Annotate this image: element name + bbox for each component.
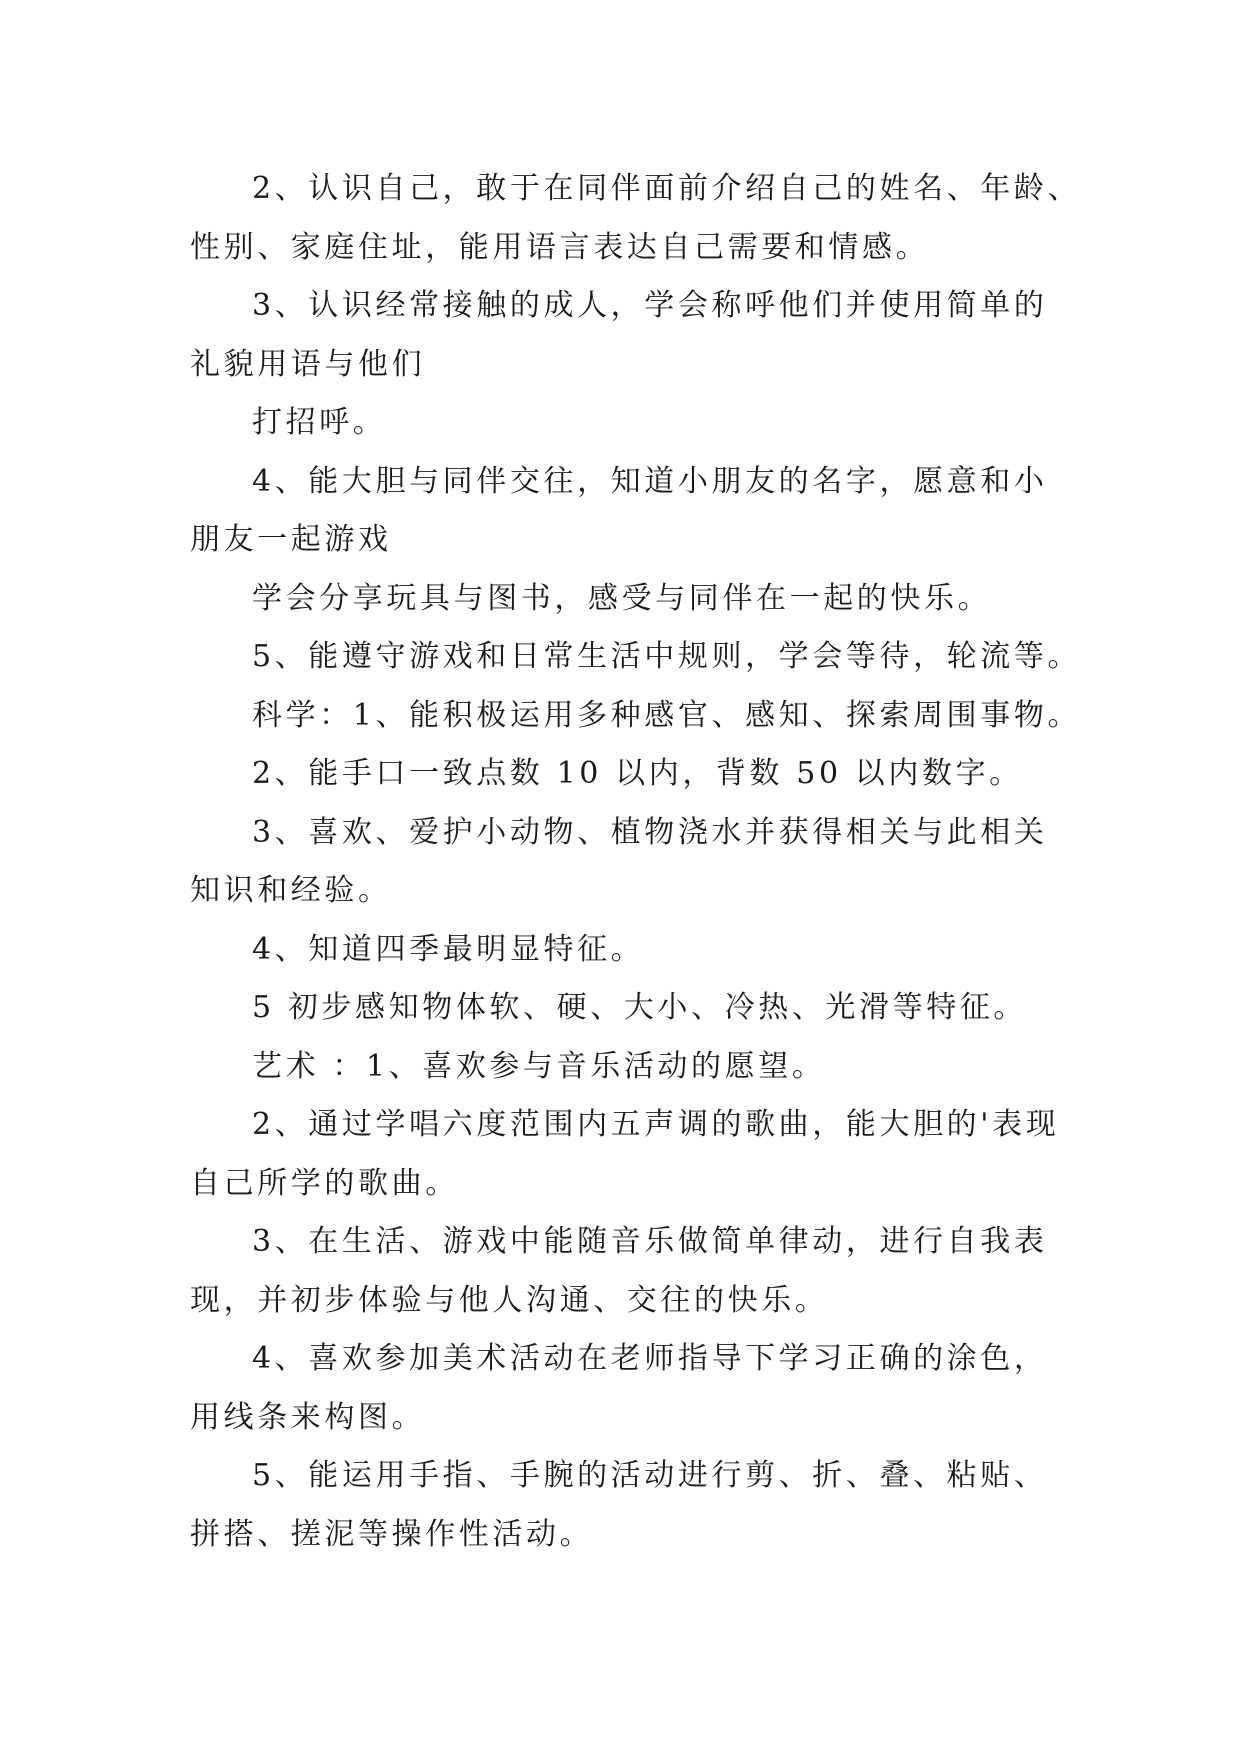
- text-line: 拼搭、搓泥等操作性活动。: [190, 1516, 594, 1552]
- text-line: 朋友一起游戏: [190, 522, 392, 557]
- text-line: 性别、家庭住址，能用语言表达自己需要和情感。: [190, 229, 930, 265]
- text-line: 4、能大胆与同伴交往，知道小朋友的名字，愿意和小: [252, 463, 1048, 499]
- text-line: 2、认识自己，敢于在同伴面前介绍自己的姓名、年龄、: [252, 171, 1082, 206]
- text-line: 3、在生活、游戏中能随音乐做简单律动，进行自我表: [252, 1224, 1048, 1259]
- text-line: 2、通过学唱六度范围内五声调的歌曲，能大胆的'表现: [252, 1107, 1060, 1142]
- text-line: 知识和经验。: [190, 873, 392, 908]
- text-line: 礼貌用语与他们: [190, 346, 426, 382]
- text-line: 艺术 ：1、喜欢参与音乐活动的愿望。: [252, 1048, 826, 1084]
- text-line: 5、能遵守游戏和日常生活中规则，学会等待，轮流等。: [252, 639, 1082, 674]
- text-line: 用线条来构图。: [190, 1399, 426, 1435]
- text-line: 3、喜欢、爱护小动物、植物浇水并获得相关与此相关: [252, 814, 1048, 850]
- text-line: 3、认识经常接触的成人，学会称呼他们并使用简单的: [252, 288, 1048, 323]
- text-line: 5 初步感知物体软、硬、大小、冷热、光滑等特征。: [252, 990, 1028, 1025]
- text-line: 4、喜欢参加美术活动在老师指导下学习正确的涂色，: [252, 1341, 1048, 1376]
- text-line: 4、知道四季最明显特征。: [252, 931, 645, 967]
- text-line: 5、能运用手指、手腕的活动进行剪、折、叠、粘贴、: [252, 1458, 1048, 1493]
- text-line: 现，并初步体验与他人沟通、交往的快乐。: [190, 1282, 829, 1318]
- text-line: 学会分享玩具与图书，感受与同伴在一起的快乐。: [252, 580, 992, 616]
- text-line: 打招呼。: [252, 405, 387, 440]
- text-line: 2、能手口一致点数 10 以内，背数 50 以内数字。: [252, 756, 1023, 791]
- text-line: 自己所学的歌曲。: [190, 1165, 459, 1201]
- document-body: [190, 160, 1082, 1564]
- text-line: 科学：1、能积极运用多种感官、感知、探索周围事物。: [252, 697, 1082, 733]
